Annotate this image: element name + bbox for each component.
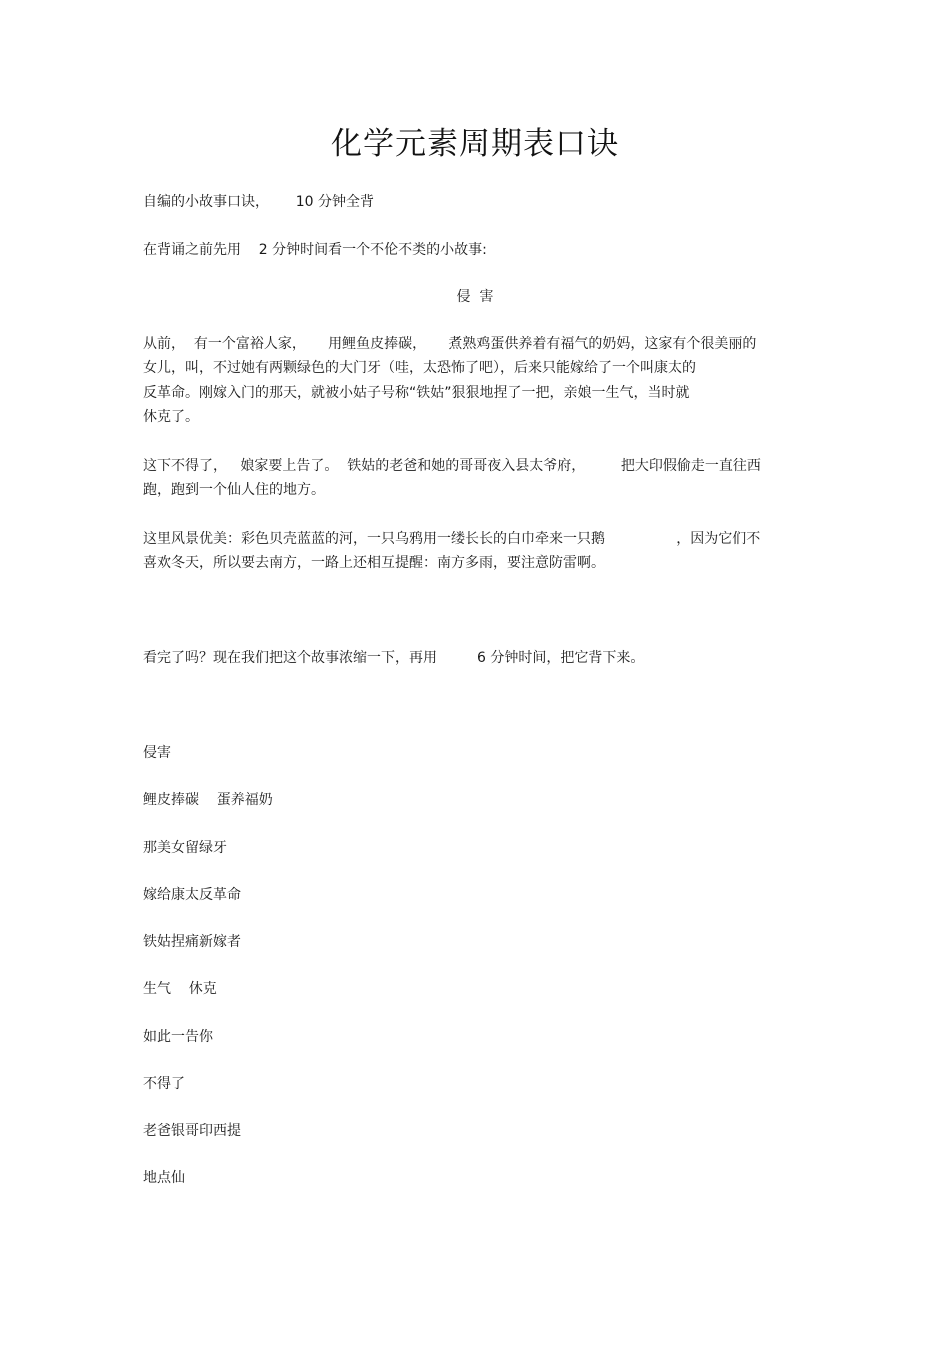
- summary-intro: 看完了吗？现在我们把这个故事浓缩一下，再用 6 分钟时间，把它背下来。: [143, 650, 645, 666]
- story-p2-line-2: 跑，跑到一个仙人住的地方。: [143, 482, 325, 498]
- mnemonic-line-6: 生气 休克: [143, 981, 217, 997]
- intro-line-2: 在背诵之前先用 2 分钟时间看一个不伦不类的小故事:: [143, 242, 487, 258]
- mnemonic-line-4: 嫁给康太反革命: [143, 887, 241, 903]
- mnemonic-line-2: 鲤皮捧碳 蛋养福奶: [143, 792, 273, 808]
- mnemonic-line-5: 铁姑捏痛新嫁者: [143, 934, 241, 950]
- story-p2-line-1: 这下不得了， 娘家要上告了。 铁姑的老爸和她的哥哥夜入县太爷府， 把大印假偷走一直往西: [143, 458, 761, 474]
- story-heading: 侵 害: [456, 289, 494, 305]
- story-p3-line-1: 这里风景优美：彩色贝壳蓝蓝的河，一只乌鸦用一缕长长的白巾牵来一只鹅 ，因为它们不: [143, 531, 761, 547]
- mnemonic-line-3: 那美女留绿牙: [143, 840, 227, 856]
- mnemonic-line-10: 地点仙: [143, 1170, 185, 1186]
- mnemonic-line-7: 如此一告你: [143, 1029, 213, 1045]
- story-p1-line-3: 反革命。刚嫁入门的那天，就被小姑子号称“铁姑”狠狠地捏了一把，亲娘一生气，当时就: [143, 385, 690, 401]
- story-p1-line-1: 从前， 有一个富裕人家， 用鲤鱼皮捧碳， 煮熟鸡蛋供养着有福气的奶妈，这家有个很美丽的: [143, 336, 757, 352]
- story-p3-line-2: 喜欢冬天，所以要去南方，一路上还相互提醒：南方多雨，要注意防雷啊。: [143, 555, 605, 571]
- intro-line-1: 自编的小故事口诀， 10 分钟全背: [143, 194, 374, 210]
- mnemonic-line-9: 老爸银哥印西提: [143, 1123, 241, 1139]
- story-p1-line-2: 女儿，叫，不过她有两颗绿色的大门牙（哇，太恐怖了吧），后来只能嫁给了一个叫康太的: [143, 360, 696, 376]
- story-p1-line-4: 休克了。: [143, 409, 199, 425]
- document-title: 化学元素周期表口诀: [331, 126, 619, 162]
- mnemonic-line-8: 不得了: [143, 1076, 185, 1092]
- mnemonic-line-1: 侵害: [143, 745, 171, 761]
